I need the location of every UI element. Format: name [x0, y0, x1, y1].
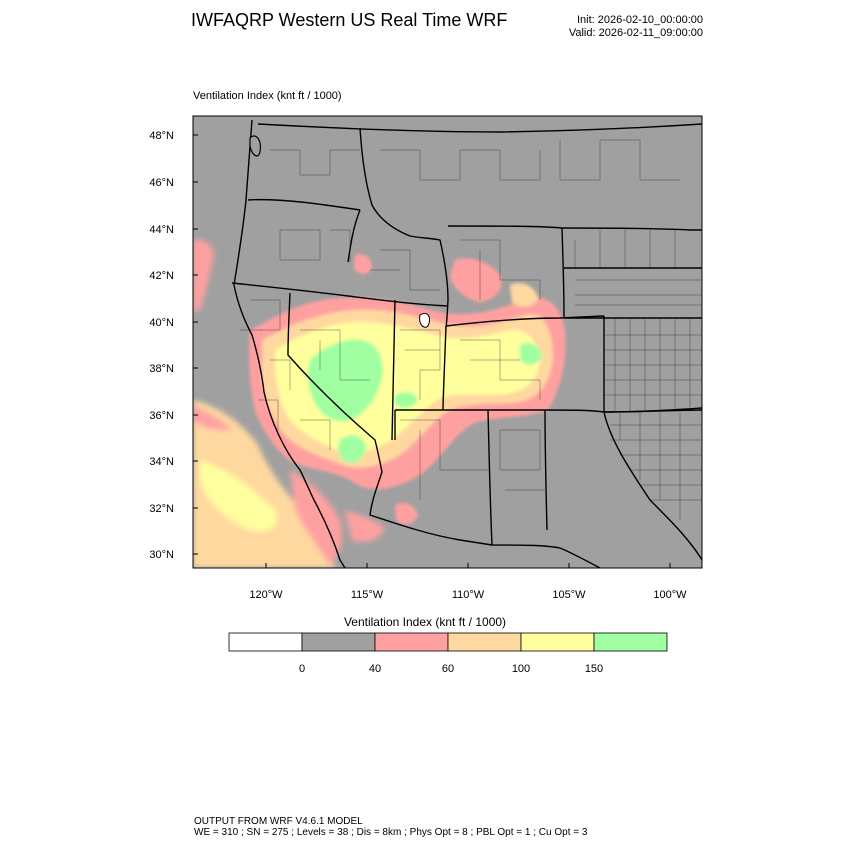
lat-label: 38°N	[149, 363, 174, 375]
map-panel	[193, 116, 702, 568]
colorbar-bin	[594, 633, 667, 651]
colorbar-tick-label: 150	[584, 663, 604, 675]
colorbar	[229, 633, 667, 675]
colorbar-title: Ventilation Index (knt ft / 1000)	[343, 615, 507, 629]
lat-label: 32°N	[149, 503, 174, 515]
lon-label: 120°W	[249, 589, 283, 601]
colorbar-bin	[521, 633, 594, 651]
lat-label: 34°N	[149, 456, 174, 468]
valid-time: Valid: 2026-02-11_09:00:00	[568, 27, 703, 39]
colorbar-tick-label: 60	[441, 663, 455, 675]
colorbar-bin	[375, 633, 448, 651]
colorbar-bin	[302, 633, 375, 651]
lat-label: 36°N	[149, 410, 174, 422]
field-label: Ventilation Index (knt ft / 1000)	[193, 90, 342, 102]
lon-label: 105°W	[552, 589, 586, 601]
colorbar-tick-label: 40	[368, 663, 382, 675]
lat-label: 30°N	[149, 549, 174, 561]
plot-title: IWFAQRP Western US Real Time WRF	[191, 10, 508, 30]
lon-label: 100°W	[653, 589, 687, 601]
lon-label: 110°W	[451, 589, 485, 601]
lat-label: 46°N	[149, 177, 174, 189]
lat-label: 44°N	[149, 224, 174, 236]
lon-label: 115°W	[350, 589, 384, 601]
init-time: Init: 2026-02-10_00:00:00	[577, 14, 703, 26]
colorbar-tick-label: 0	[298, 663, 306, 675]
latitude-axis	[149, 130, 198, 561]
lat-label: 42°N	[149, 270, 174, 282]
colorbar-tick-label: 100	[511, 663, 531, 675]
lat-label: 40°N	[149, 317, 174, 329]
longitude-axis	[249, 563, 687, 601]
colorbar-bin	[229, 633, 302, 651]
colorbar-bin	[448, 633, 521, 651]
lat-label: 48°N	[149, 130, 174, 142]
great-salt-lake	[420, 313, 430, 327]
footer-line-2: WE = 310 ; SN = 275 ; Levels = 38 ; Dis = 8km ; Phys Opt = 8 ; PBL Opt = 1 ; Cu Opt = 3	[194, 827, 588, 838]
footer-line-1: OUTPUT FROM WRF V4.6.1 MODEL	[194, 816, 363, 827]
model-footer	[194, 816, 587, 838]
